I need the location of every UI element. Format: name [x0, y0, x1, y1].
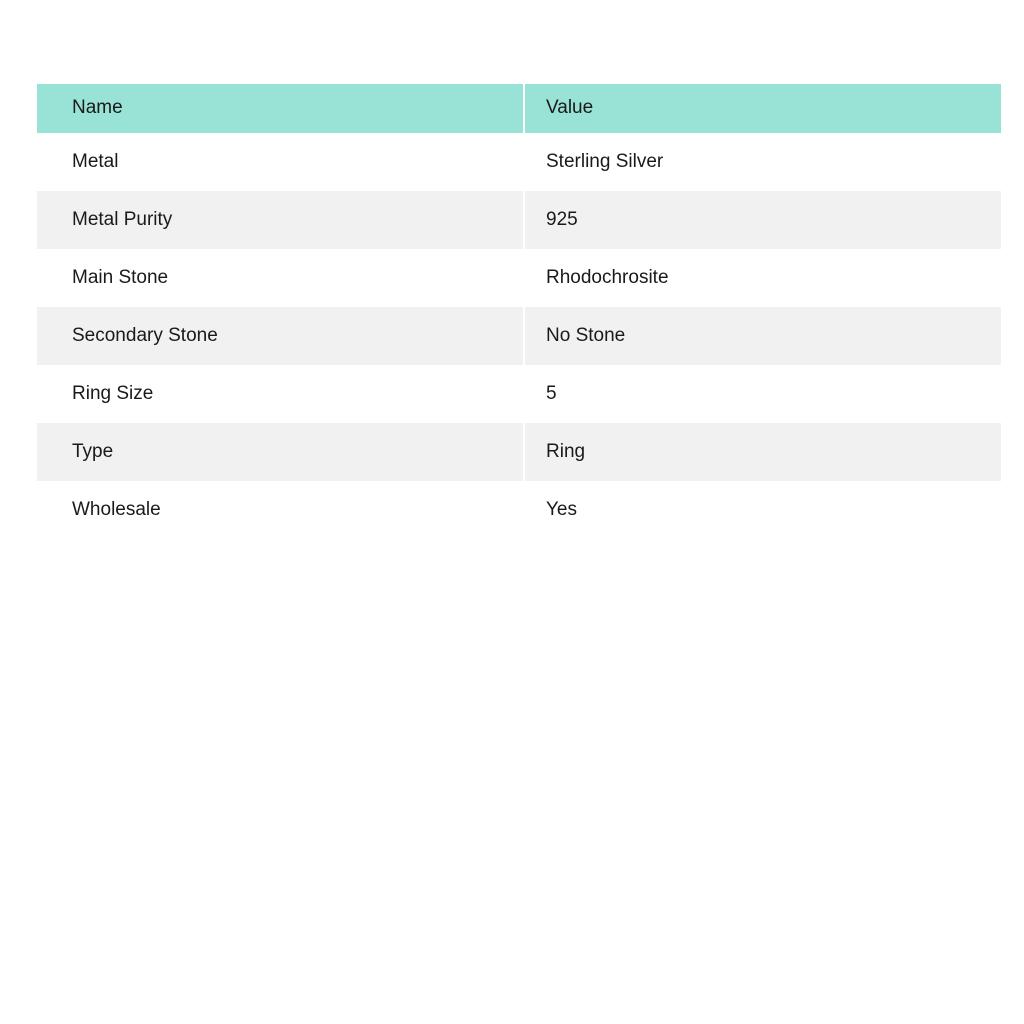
attribute-name: Metal — [72, 150, 119, 172]
attribute-name: Secondary Stone — [72, 324, 218, 346]
table-row — [37, 133, 1001, 191]
attribute-value: Rhodochrosite — [523, 249, 1001, 307]
table-row — [37, 481, 1001, 539]
table-header-row — [37, 84, 1001, 133]
attribute-name: Metal Purity — [72, 208, 173, 230]
attribute-value: No Stone — [523, 307, 1001, 365]
attribute-value: 925 — [523, 191, 1001, 249]
table-row — [37, 249, 1001, 307]
table-row — [37, 423, 1001, 481]
attribute-value: Sterling Silver — [523, 133, 1001, 191]
attribute-name: Wholesale — [72, 498, 161, 520]
attribute-value: Ring — [523, 423, 1001, 481]
product-attributes-table — [37, 84, 1001, 539]
column-header-value: Value — [523, 84, 1001, 133]
table-row — [37, 307, 1001, 365]
table-row — [37, 191, 1001, 249]
attribute-value: 5 — [523, 365, 1001, 423]
table-row — [37, 365, 1001, 423]
attribute-name: Ring Size — [72, 382, 154, 404]
table-body — [37, 133, 1001, 539]
attribute-name: Type — [72, 440, 114, 462]
column-header-name: Name — [72, 97, 123, 119]
attribute-value: Yes — [523, 481, 1001, 539]
attribute-name: Main Stone — [72, 266, 169, 288]
